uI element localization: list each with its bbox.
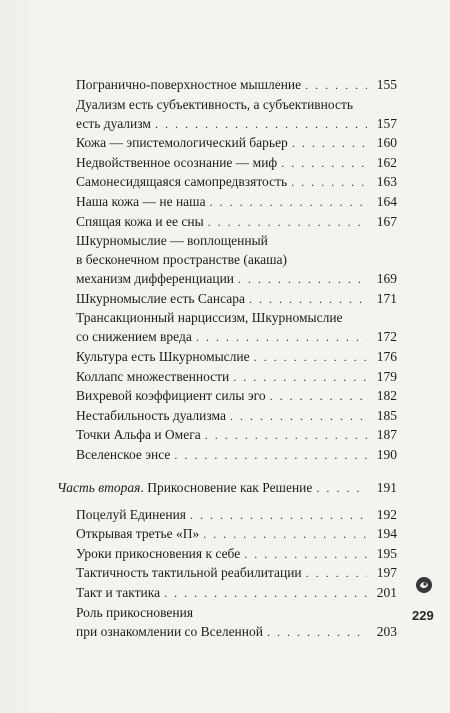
toc-entry-title: Поцелуй Единения <box>76 506 187 522</box>
toc-entry[interactable] <box>76 133 397 153</box>
toc-entry-title: есть дуализм <box>76 115 151 131</box>
toc-page-number: 191 <box>376 479 397 495</box>
dot-leader <box>281 154 367 173</box>
dot-leader <box>203 525 367 544</box>
dot-leader <box>196 328 367 347</box>
toc-entry-title: Вихревой коэффициент силы эго <box>76 388 266 404</box>
toc-entry[interactable] <box>76 445 397 465</box>
part-label: Часть вторая <box>57 479 141 495</box>
toc-page-number: 179 <box>376 368 397 384</box>
toc-entry[interactable] <box>76 524 397 544</box>
toc-entry[interactable] <box>76 544 397 564</box>
dot-leader <box>291 173 367 192</box>
toc-entry-title: Нестабильность дуализма <box>76 407 226 423</box>
dot-leader <box>174 446 367 465</box>
toc-page-number: 185 <box>376 407 397 423</box>
toc-page-number: 203 <box>376 623 397 639</box>
toc-entry[interactable] <box>76 425 397 445</box>
toc-page-number: 192 <box>376 506 397 522</box>
toc-entry-title: Шкурномыслие есть Сансара <box>76 290 246 306</box>
toc-entry[interactable] <box>76 75 397 95</box>
toc-page-number: 171 <box>376 290 397 306</box>
toc-entry-title: Такт и тактика <box>76 585 161 600</box>
toc-entry[interactable] <box>76 367 397 387</box>
toc-entry-title: Уроки прикосновения к себе <box>76 545 241 561</box>
publisher-mark-icon <box>414 575 434 595</box>
dot-leader <box>292 134 367 153</box>
toc-entry[interactable] <box>76 231 397 289</box>
toc-entry-title: механизм дифференциации <box>76 271 235 287</box>
toc-entry-title: Спящая кожа и ее сны <box>76 213 204 229</box>
dot-leader <box>238 270 367 289</box>
toc-entry-title-line: Дуализм есть субъективность, а субъективность <box>76 96 354 112</box>
toc-page-number: 194 <box>376 526 397 542</box>
toc-page-number: 164 <box>376 194 397 209</box>
toc-entry[interactable] <box>76 347 397 367</box>
dot-leader <box>208 213 367 232</box>
toc-entry-title-line: в бесконечном пространстве (акаша) <box>76 252 288 268</box>
toc-entry[interactable] <box>76 192 397 212</box>
toc-entry[interactable] <box>76 583 397 603</box>
toc-page-number: 201 <box>376 585 397 600</box>
toc-page-number: 155 <box>376 77 397 92</box>
toc-entry-title: при ознакомлении со Вселенной <box>76 623 263 639</box>
dot-leader <box>210 193 367 212</box>
toc-page-number: 195 <box>376 545 397 561</box>
toc-page-number: 169 <box>376 271 397 287</box>
toc-entry-title: Погранично-поверхностное мышление <box>76 77 302 92</box>
dot-leader <box>254 348 367 367</box>
toc-page-number: 182 <box>376 388 397 404</box>
dot-leader <box>190 506 367 525</box>
toc-page-number: 160 <box>376 135 397 151</box>
toc-page-number: 187 <box>376 427 397 443</box>
toc-entry-title: Точки Альфа и Омега <box>76 427 201 443</box>
dot-leader <box>233 368 367 387</box>
toc-page-number: 167 <box>376 213 397 229</box>
toc-page-number: 172 <box>376 329 397 345</box>
toc-entry-title: Тактичность тактильной реабилитации <box>76 565 302 581</box>
dot-leader <box>270 387 367 406</box>
dot-leader <box>205 426 367 445</box>
toc-entry-title: Самонесидящаяся самопредвзятость <box>76 174 288 190</box>
toc-entry[interactable] <box>76 172 397 192</box>
toc-page-number: 163 <box>376 174 397 190</box>
dot-leader <box>164 584 367 603</box>
toc-entry-title: Коллапс множественности <box>76 368 230 384</box>
toc-entry[interactable] <box>76 406 397 426</box>
dot-leader <box>230 407 367 426</box>
dot-leader <box>249 290 367 309</box>
dot-leader <box>305 76 367 95</box>
toc-entry-title: Открывая третье «П» <box>76 526 200 542</box>
toc-entry[interactable] <box>76 289 397 309</box>
toc-page-number: 190 <box>376 447 397 462</box>
toc-entry-title: Культура есть Шкурномыслие <box>76 349 250 364</box>
toc-entry[interactable] <box>76 95 397 134</box>
toc-entry[interactable] <box>76 386 397 406</box>
toc-entry-title-line: Трансакционный нарциссизм, Шкурномыслие <box>76 310 343 326</box>
toc-page-number: 157 <box>376 115 397 131</box>
dot-leader <box>155 115 367 134</box>
toc-entry-title: Кожа — эпистемологический барьер <box>76 135 288 151</box>
toc-entry[interactable] <box>76 505 397 525</box>
toc-entry[interactable] <box>76 153 397 173</box>
toc-entry-title-line: Шкурномыслие — воплощенный <box>76 233 268 249</box>
toc-entry-title-line: Роль прикосновения <box>76 604 194 620</box>
dot-leader <box>267 623 367 642</box>
dot-leader <box>306 564 367 583</box>
dot-leader <box>316 479 367 498</box>
toc-page-number: 176 <box>376 349 397 364</box>
toc-entry-title: Вселенское энсе <box>76 447 171 462</box>
toc-entry[interactable] <box>76 212 397 232</box>
dot-leader <box>244 545 367 564</box>
toc-page-number: 162 <box>376 154 397 170</box>
page-number: 229 <box>412 608 434 623</box>
toc-part-heading[interactable] <box>57 478 397 498</box>
toc-entry[interactable] <box>76 308 397 347</box>
toc-page-number: 197 <box>376 565 397 581</box>
toc-entry-title: со снижением вреда <box>76 329 192 345</box>
toc-entry-title <box>57 478 312 497</box>
toc-entry-title: Недвойственное осознание — миф <box>76 154 278 170</box>
toc-entry[interactable] <box>76 563 397 583</box>
part-title: . Прикосновение как Решение <box>140 479 313 495</box>
toc-entry-title: Наша кожа — не наша <box>76 194 206 209</box>
toc-entry[interactable] <box>76 603 397 642</box>
